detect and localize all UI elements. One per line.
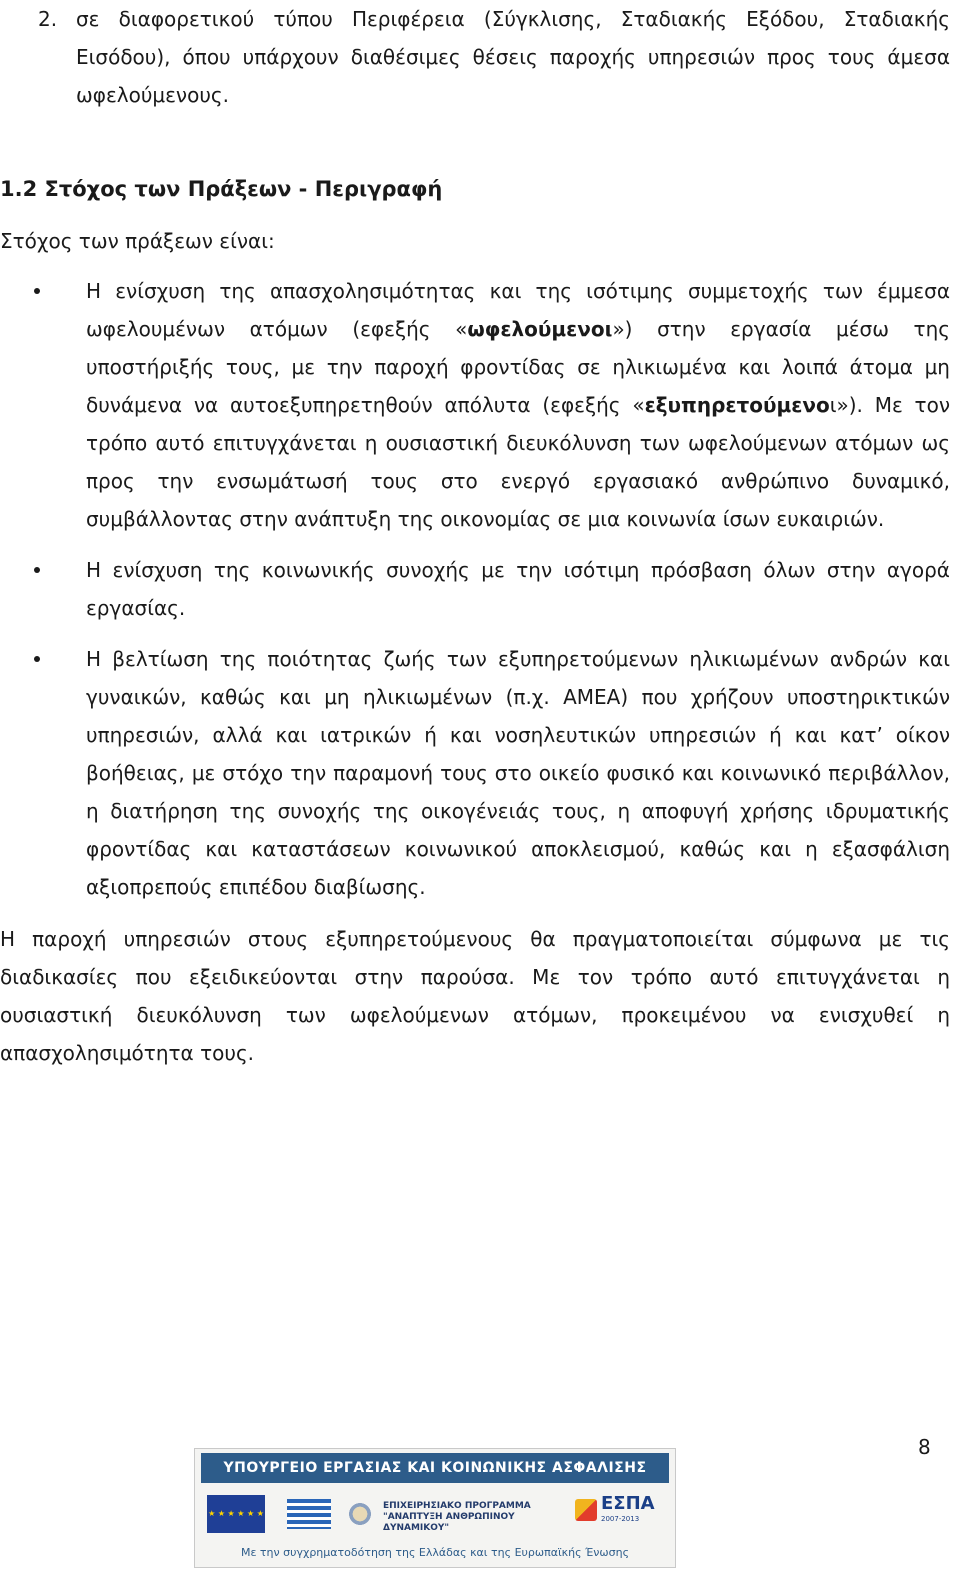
espa-logo: ΕΣΠΑ 2007-2013 [575,1493,665,1541]
funding-banner [194,1448,676,1568]
list-item [0,551,950,627]
bullet-icon [34,656,40,662]
greek-flag-icon [287,1499,331,1529]
section-intro: Στόχος των πράξεων είναι: [0,229,275,253]
item-text: σε διαφορετικού τύπου Περιφέρεια (Σύγκλισης, Σταδιακής Εξόδου, Σταδιακής Εισόδου), όπου υπάρχουν διαθέσιμες θέσεις παροχής υπηρεσιών προς τους άμεσα ωφελούμενους. [76,7,950,107]
item-number: 2. [38,7,58,31]
list-item [0,640,950,906]
program-name: ΕΠΙΧΕΙΡΗΣΙΑΚΟ ΠΡΟΓΡΑΜΜΑ "ΑΝΑΠΤΥΞΗ ΑΝΘΡΩΠΙΝΟΥ ΔΥΝΑΜΙΚΟΥ" [383,1501,531,1533]
list-item [0,272,950,538]
bullet-icon [34,288,40,294]
cofinancing-note: Με την συγχρηματοδότηση της Ελλάδας και της Ευρωπαϊκής Ένωσης [240,1546,630,1559]
espa-mark-icon [575,1499,597,1521]
bullet-icon [34,567,40,573]
eu-flag-icon: ★ ★ ★ ★ ★ ★ [207,1495,265,1533]
ministry-title: ΥΠΟΥΡΓΕΙΟ ΕΡΓΑΣΙΑΣ ΚΑΙ ΚΟΙΝΩΝΙΚΗΣ ΑΣΦΑΛΙΣΗΣ [201,1453,669,1483]
numbered-item [0,0,950,114]
bullet-text: Η ενίσχυση της απασχολησιμότητας και της ισότιμης συμμετοχής των έμμεσα ωφελουμένων ατόμων (εφεξής «ωφελούμενοι») στην εργασία μέσω της υποστήριξής τους, με την παροχή φροντίδας σε ηλικιωμένα και λοιπά άτομα μη δυνάμενα να αυτοεξυπηρετηθούν απόλυτα (εφεξής «εξυπηρετούμενοι»). Με τον τρόπο αυτό επιτυγχάνεται η ουσιαστική διευκόλυνση των ωφελούμενων ατόμων ως προς την ενσωμάτωσή τους στο ενεργό εργασιακό ανθρώπινο δυναμικό, συμβάλλοντας στην ανάπτυξη της οικονομίας σε μια κοινωνία ίσων ευκαιριών. [86,279,951,531]
closing-paragraph: Η παροχή υπηρεσιών στους εξυπηρετούμενους θα πραγματοποιείται σύμφωνα με τις διαδικασίες που εξειδικεύονται στην παρούσα. Με τον τρόπο αυτό επιτυγχάνεται η ουσιαστική διευκόλυνση των ωφελούμενων ατόμων, προκειμένου να ενισχυθεί η απασχολησιμότητα τους. [0,927,950,1065]
page-number: 8 [918,1435,931,1459]
program-logo-icon [343,1497,377,1531]
bullet-text: Η βελτίωση της ποιότητας ζωής των εξυπηρετούμενων ηλικιωμένων ανδρών και γυναικών, καθώς και μη ηλικιωμένων (π.χ. ΑΜΕΑ) που χρήζουν υποστηρικτικών υπηρεσιών, αλλά και ιατρικών ή και νοσηλευτικών υπηρεσιών ή και κατ’ οίκον βοήθειας, με στόχο την παραμονή τους στο οικείο φυσικό και κοινωνικό περιβάλλον, η διατήρηση της συνοχής της οικογένειάς τους, η αποφυγή χρήσης ιδρυματικής φροντίδας και καταστάσεων κοινωνικού αποκλεισμού, καθώς και η εξασφάλιση αξιοπρεπούς επιπέδου διαβίωσης. [86,647,950,899]
section-heading: 1.2 Στόχος των Πράξεων - Περιγραφή [0,177,443,201]
goals-list [0,272,950,919]
bullet-text: Η ενίσχυση της κοινωνικής συνοχής με την ισότιμη πρόσβαση όλων στην αγορά εργασίας. [86,558,950,620]
